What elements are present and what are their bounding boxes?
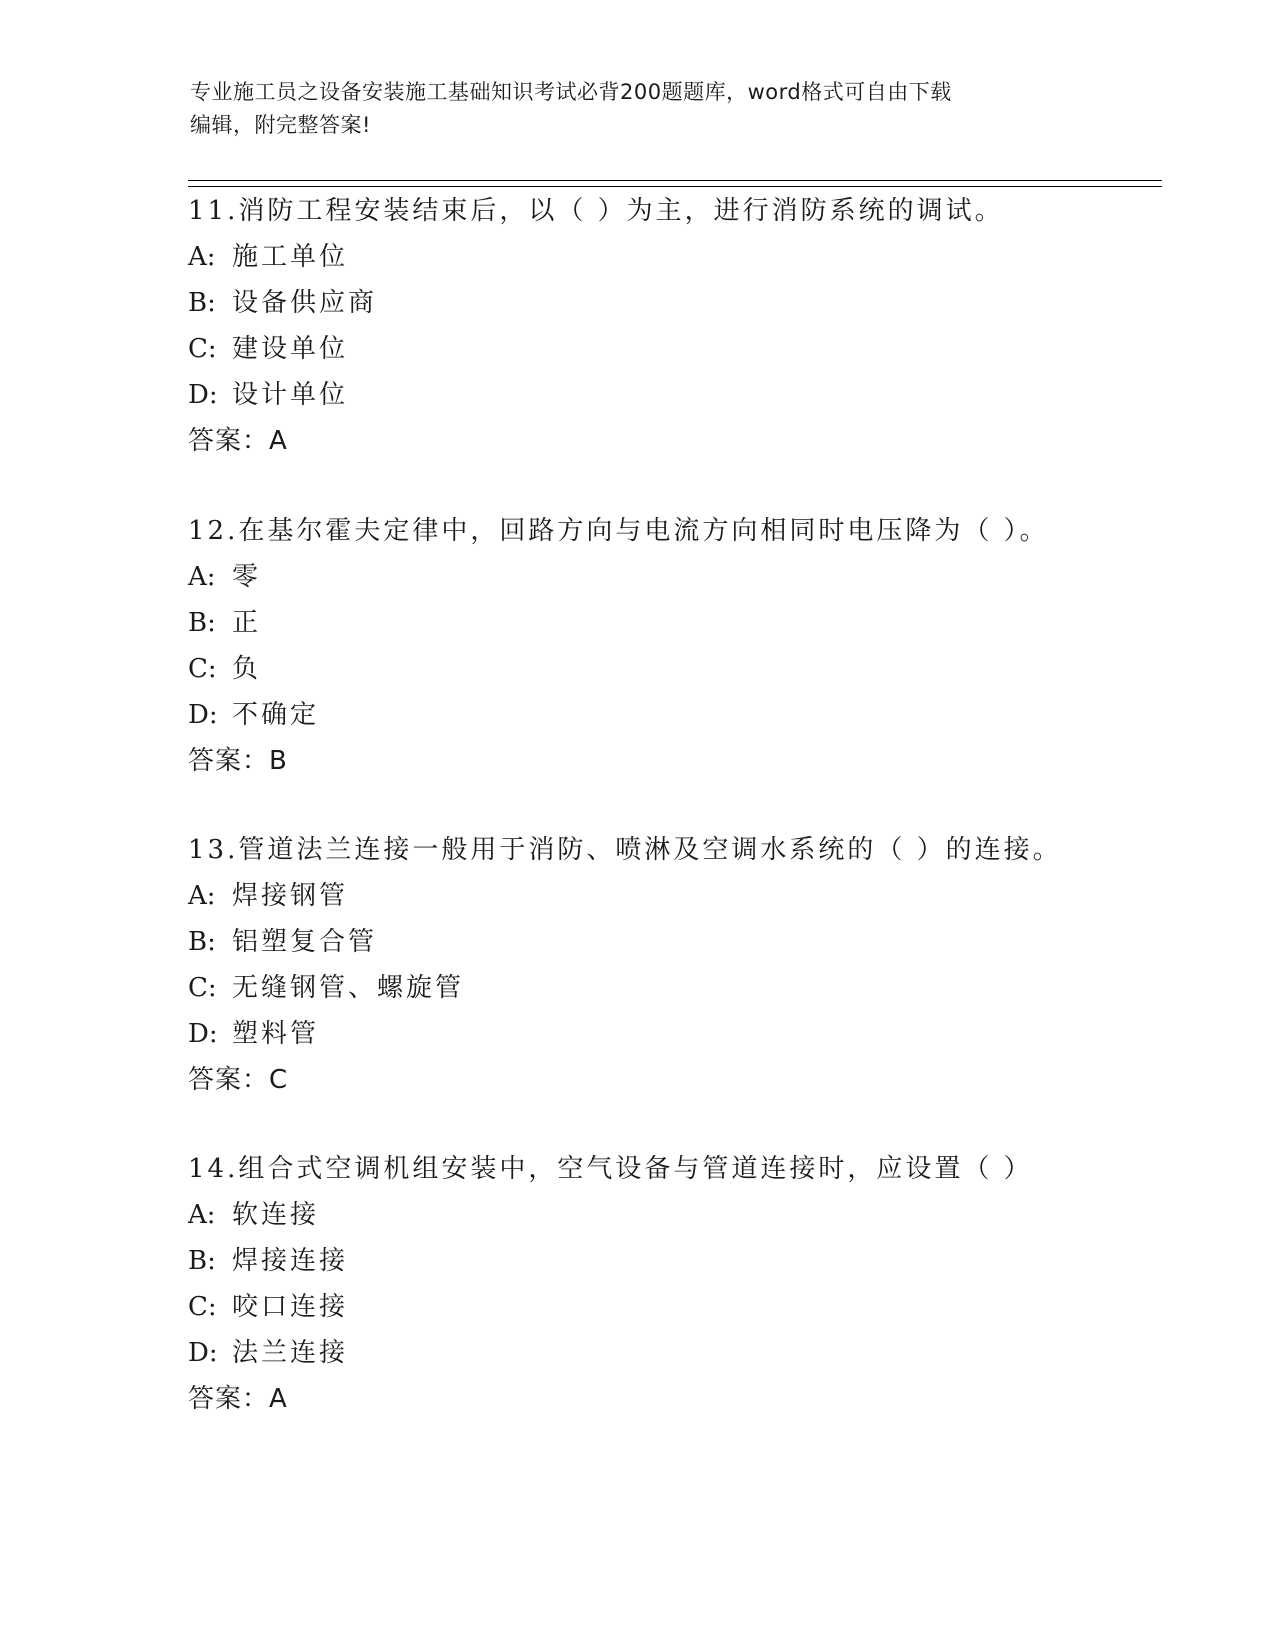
option-text: 负 [232, 654, 262, 684]
answer-text: 答案：A [188, 1384, 288, 1414]
option-d [188, 1011, 1188, 1057]
question-text: 12.在基尔霍夫定律中，回路方向与电流方向相同时电压降为（ ）。 [188, 516, 1049, 546]
option-key: D: [188, 1019, 218, 1049]
option-c [188, 965, 1188, 1011]
option-text: 塑料管 [232, 1019, 320, 1049]
option-c [188, 1284, 1188, 1330]
option-text: 焊接钢管 [232, 881, 349, 911]
option-text: 施工单位 [232, 242, 349, 272]
question-block [188, 1146, 1188, 1422]
option-text: 铝塑复合管 [232, 927, 378, 957]
option-b [188, 1238, 1188, 1284]
option-key: B: [188, 927, 216, 957]
option-key: A: [188, 562, 216, 592]
option-b [188, 919, 1188, 965]
option-text: 建设单位 [232, 334, 349, 364]
answer-text: 答案：B [188, 746, 288, 776]
option-text: 无缝钢管、螺旋管 [232, 973, 465, 1003]
option-key: C: [188, 334, 217, 364]
option-c [188, 326, 1188, 372]
answer-text: 答案：A [188, 426, 288, 456]
document-header [190, 76, 1090, 142]
header-line-2: 编辑，附完整答案! [190, 113, 371, 137]
option-text: 焊接连接 [232, 1246, 349, 1276]
question-text: 13.管道法兰连接一般用于消防、喷淋及空调水系统的（ ）的连接。 [188, 835, 1062, 865]
question-block [188, 188, 1188, 464]
option-key: B: [188, 608, 216, 638]
header-divider-bottom [188, 186, 1162, 187]
option-key: D: [188, 1338, 218, 1368]
option-key: C: [188, 1292, 217, 1322]
option-key: B: [188, 288, 216, 318]
option-text: 法兰连接 [232, 1338, 349, 1368]
option-text: 设备供应商 [232, 288, 378, 318]
question-text: 11.消防工程安装结束后，以（ ）为主，进行消防系统的调试。 [188, 196, 1004, 226]
option-a [188, 873, 1188, 919]
option-key: C: [188, 654, 217, 684]
option-text: 正 [232, 608, 262, 638]
option-c [188, 646, 1188, 692]
option-text: 咬口连接 [232, 1292, 349, 1322]
option-text: 设计单位 [232, 380, 349, 410]
header-divider-top [188, 180, 1162, 181]
option-key: A: [188, 242, 216, 272]
option-key: D: [188, 380, 218, 410]
option-d [188, 1330, 1188, 1376]
option-a [188, 1192, 1188, 1238]
option-key: C: [188, 973, 217, 1003]
option-key: A: [188, 1200, 216, 1230]
option-d [188, 372, 1188, 418]
question-block [188, 508, 1188, 784]
option-text: 软连接 [232, 1200, 320, 1230]
option-a [188, 234, 1188, 280]
option-text: 零 [232, 562, 262, 592]
option-d [188, 692, 1188, 738]
option-key: D: [188, 700, 218, 730]
option-text: 不确定 [232, 700, 320, 730]
option-b [188, 280, 1188, 326]
answer-text: 答案：C [188, 1065, 289, 1095]
option-b [188, 600, 1188, 646]
option-a [188, 554, 1188, 600]
option-key: A: [188, 881, 216, 911]
option-key: B: [188, 1246, 216, 1276]
question-block [188, 827, 1188, 1103]
header-line-1: 专业施工员之设备安装施工基础知识考试必背200题题库，word格式可自由下载 [190, 80, 952, 104]
question-text: 14.组合式空调机组安装中，空气设备与管道连接时，应设置（ ） [188, 1154, 1033, 1184]
